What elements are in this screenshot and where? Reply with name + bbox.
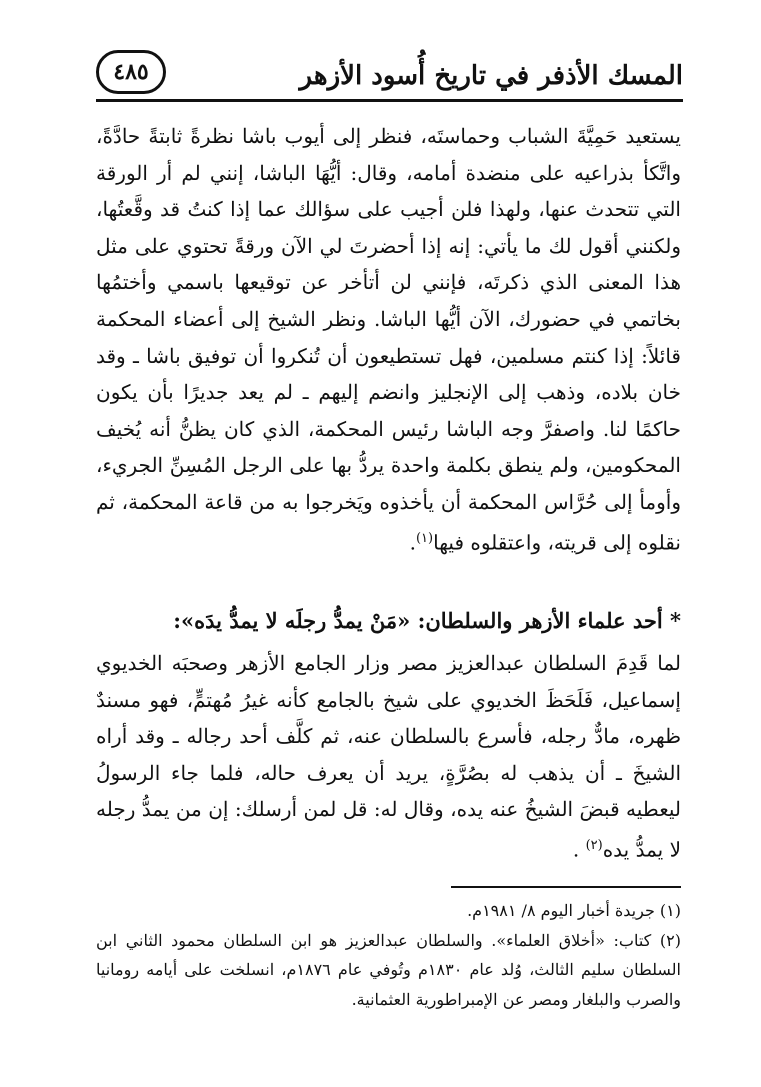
running-title: المسك الأذفر في تاريخ أُسود الأزهر bbox=[299, 61, 683, 91]
footnote-ref: (٢) bbox=[585, 837, 603, 853]
page-number: ٤٨٥ bbox=[96, 50, 166, 94]
paragraph bbox=[96, 118, 681, 561]
body-text bbox=[96, 118, 681, 561]
paragraph-end: . bbox=[409, 530, 416, 555]
footnote-rule bbox=[451, 886, 681, 888]
paragraph bbox=[96, 645, 681, 868]
footnote-2: (٢) كتاب: «أخلاق العلماء». والسلطان عبدالعزيز هو ابن السلطان محمود الثاني ابن السلطان سليم الثالث، وُلد عام ١٨٣٠م وتُوفي عام ١٨٧٦م، انسلخت على أيامه رومانيا والصرب والبلغار ومصر عن الإمبراطورية العثمانية. bbox=[96, 930, 682, 1009]
header-rule bbox=[96, 99, 683, 102]
page-header bbox=[96, 52, 683, 100]
footnotes bbox=[96, 896, 681, 1014]
section-heading: * أحد علماء الأزهر والسلطان: «مَنْ يمدُّ رجلَه لا يمدُّ يدَه»: bbox=[173, 608, 681, 633]
footnote-1: (١) جريدة أخبار اليوم ٨/ ١٩٨١م. bbox=[467, 901, 681, 920]
section-text bbox=[96, 645, 681, 868]
paragraph-end: . bbox=[572, 837, 586, 862]
footnote-ref: (١) bbox=[415, 530, 434, 546]
paragraph-text: يستعيد حَمِيَّةَ الشباب وحماستَه، فنظر إلى أيوب باشا نظرةً ثابتةً حادَّةً، واتَّكأ بذراعيه على منضدة أمامه، وقال: أيُّهَا الباشا، إنني لم أر الورقة التي تتحدث عنها، ولهذا فلن أجيب على سؤالك عما إذا كنتُ قد وقَّعتُها، ولكنني أقول لك ما يأتي: إنه إذا أحضرتَ لي الآن ورقةً تحتوي على مثل هذا المعنى الذي ذكرتَه، فإنني لن أتأخر عن توقيعها باسمي وأختمُها بخاتمي في حضورك، الآن أيُّها الباشا. ونظر الشيخ إلى أعضاء المحكمة قائلاً: إذا كنتم مسلمين، فهل تستطيعون أن تُنكروا أن توفيق باشا ـ وقد خان بلاده، وذهب إلى الإنجليز وانضم إليهم ـ لم يعد جديرًا بأن يكون حاكمًا لنا. واصفرَّ وجه الباشا رئيس المحكمة، الذي كان يظنُّ أنه يُخيف المحكومين، ولم ينطق بكلمة واحدة يردُّ بها على الرجل المُسِنِّ الجريء، وأومأ إلى حُرَّاس المحكمة أن يأخذوه ويَخرجوا به من قاعة المحكمة، ثم نقلوه إلى قريته، واعتقلوه فيها bbox=[96, 124, 681, 555]
paragraph-text: لما قَدِمَ السلطان عبدالعزيز مصر وزار الجامع الأزهر وصحبَه الخديوي إسماعيل، فَلَحَظَ الخديوي على شيخ بالجامع كأنه غيرُ مُهتمٍّ، فهو مسندٌ ظهره، مادٌّ رجله، فأسرع بالسلطان عنه، ثم كلَّف أحد رجاله ـ وقد أراه الشيخَ ـ أن يذهب له بصُرَّةٍ، يريد أن يعرف حاله، فلما جاء الرسولُ ليعطيه قبضَ الشيخُ عنه يده، وقال له: قل لمن أرسلك: إن من يمدُّ رجله لا يمدُّ يده bbox=[96, 651, 681, 862]
